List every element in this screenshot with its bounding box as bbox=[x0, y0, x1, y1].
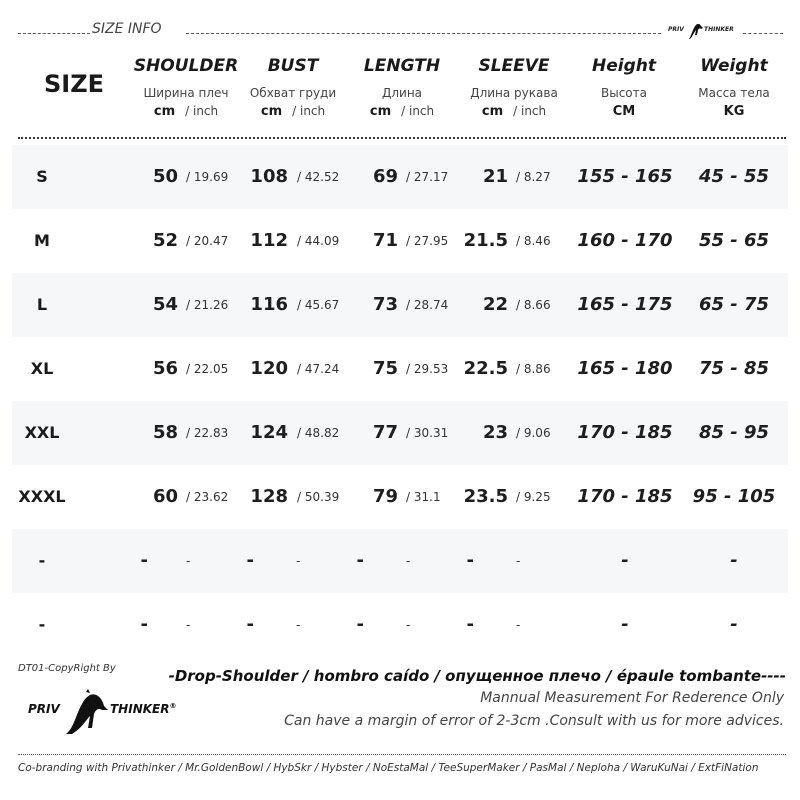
divider bbox=[186, 33, 661, 34]
divider bbox=[18, 33, 90, 34]
table-row: S 50 / 19.69 108 / 42.52 69 / 27.17 21 / 8.27 155 - 165 45 - 55 bbox=[12, 145, 788, 209]
column-header-length: LENGTH Длина cm / inch bbox=[363, 56, 441, 119]
divider bbox=[743, 33, 783, 34]
panther-logo-icon bbox=[62, 688, 110, 736]
column-header-shoulder: SHOULDER Ширина плеч cm / inch bbox=[133, 56, 239, 119]
brand-logo-small: PRIV THINKER bbox=[668, 22, 740, 40]
brand-logo: PRIV THINKER® bbox=[28, 688, 178, 736]
table-row: - - - - - - - - - - - bbox=[12, 529, 788, 593]
footer-divider bbox=[18, 754, 786, 755]
size-info-title-bar bbox=[18, 20, 783, 40]
column-header-height: Height Высота CM bbox=[592, 56, 656, 119]
table-row: XXL 58 / 22.83 124 / 48.82 77 / 30.31 23 / 9.06 170 - 185 85 - 95 bbox=[12, 401, 788, 465]
error-margin-note: Can have a margin of error of 2-3cm .Consult with us for more advices. bbox=[284, 713, 784, 729]
table-row: XXXL 60 / 23.62 128 / 50.39 79 / 31.1 23.5 / 9.25 170 - 185 95 - 105 bbox=[18, 486, 776, 507]
table-header bbox=[0, 50, 800, 134]
measurement-note: Mannual Measurement For Rederence Only bbox=[480, 690, 784, 706]
size-column-header: SIZE bbox=[44, 70, 105, 98]
page-title: SIZE INFO bbox=[92, 21, 162, 37]
copyright-text: DT01-CopyRight By bbox=[18, 663, 116, 674]
size-table-body bbox=[12, 145, 788, 657]
cobranding-text: Co-branding with Privathinker / Mr.GoldenBowl / HybSkr / Hybster / NoEstaMal / TeeSuperMaker / PasMal / Neploha / WaruKuNai / ExtFiNation bbox=[18, 762, 759, 774]
table-row: - - - - - - - - - - - bbox=[38, 614, 738, 635]
drop-shoulder-label: -Drop-Shoulder / hombro caído / опущенное плечо / épaule tombante---- bbox=[168, 667, 786, 685]
column-header-weight: Weight Масса тела KG bbox=[698, 56, 770, 119]
column-header-bust: BUST Обхват груди cm / inch bbox=[249, 56, 337, 119]
table-row: L 54 / 21.26 116 / 45.67 73 / 28.74 22 / 8.66 165 - 175 65 - 75 bbox=[12, 273, 788, 337]
table-row: XL 56 / 22.05 120 / 47.24 75 / 29.53 22.5 / 8.86 165 - 180 75 - 85 bbox=[30, 358, 770, 379]
column-header-sleeve: SLEEVE Длина рукава cm / inch bbox=[470, 56, 558, 119]
panther-logo-icon bbox=[687, 22, 705, 40]
header-divider bbox=[18, 137, 786, 139]
table-row: M 52 / 20.47 112 / 44.09 71 / 27.95 21.5 / 8.46 160 - 170 55 - 65 bbox=[34, 230, 770, 251]
